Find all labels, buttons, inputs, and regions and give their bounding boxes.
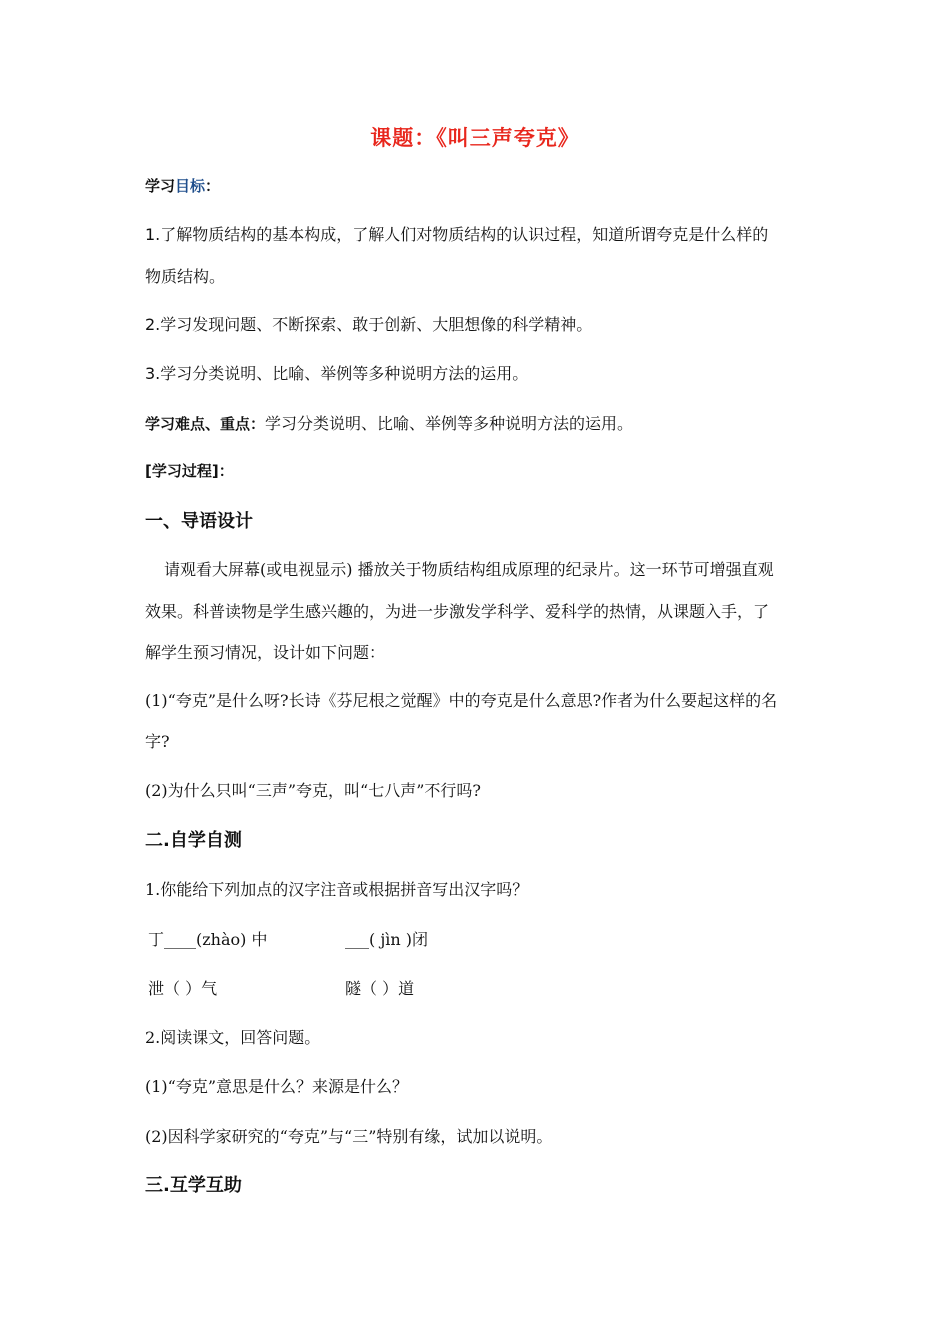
goal-item-2: [145, 312, 592, 335]
goal-item-1-number: 1.: [145, 225, 161, 244]
section1-paragraph-line2: 效果。科普读物是学生感兴趣的，为进一步激发学科学、爱科学的热情，从课题入手，了: [145, 602, 770, 621]
section2-heading: 二.自学自测: [145, 830, 242, 851]
section1-question2: (2)为什么只叫“三声”夸克，叫“七八声”不行吗?: [145, 781, 481, 800]
section2-question1: 1.你能给下列加点的汉字注音或根据拼音写出汉字吗？: [145, 880, 529, 899]
key-points-text: 学习分类说明、比喻、举例等多种说明方法的运用。: [265, 414, 634, 433]
pinyin-item-3: 泄（ ）气: [148, 979, 218, 998]
section2-question2: 2.阅读课文，回答问题。: [145, 1028, 321, 1047]
process-label: [学习过程]：: [145, 462, 234, 480]
section2-question2-2: (2)因科学家研究的“夸克”与“三”特别有缘，试加以说明。: [145, 1127, 553, 1146]
section3-heading: 三.互学互助: [145, 1175, 242, 1196]
section1-question1-line2: 字?: [145, 732, 170, 751]
page-title: 课题：《叫三声夸克》: [370, 126, 580, 150]
section1-paragraph-line1: 请观看大屏幕(或电视显示) 播放关于物质结构组成原理的纪录片。这一环节可增强直观: [164, 560, 774, 579]
goal-item-2-number: 2.: [145, 315, 161, 334]
key-points: [145, 411, 633, 434]
pinyin-item-1: 丁____(zhào) 中: [148, 930, 268, 949]
key-points-label: 学习难点、重点：: [145, 415, 266, 433]
goal-item-1-line2: 物质结构。: [145, 267, 226, 286]
section1-heading: 一、导语设计: [145, 511, 253, 532]
section1-question1-line1: (1)“夸克”是什么呀?长诗《芬尼根之觉醒》中的夸克是什么意思?作者为什么要起这样的名: [145, 691, 778, 710]
goals-label-prefix: 学习: [145, 177, 176, 195]
section1-paragraph-line3: 解学生预习情况，设计如下问题：: [145, 643, 386, 662]
goal-item-3-number: 3.: [145, 364, 161, 383]
goal-item-1-line1: [145, 222, 768, 245]
goal-item-1-text: 了解物质结构的基本构成，了解人们对物质结构的认识过程，知道所谓夸克是什么样的: [160, 225, 769, 244]
goal-item-3: [145, 361, 528, 384]
pinyin-item-4: 隧（ ）道: [345, 979, 415, 998]
goal-item-3-text: 学习分类说明、比喻、举例等多种说明方法的运用。: [160, 364, 529, 383]
section2-question2-1: (1)“夸克”意思是什么？来源是什么？: [145, 1077, 409, 1096]
pinyin-item-2: ___( jìn )闭: [345, 930, 429, 949]
goal-item-2-text: 学习发现问题、不断探索、敢于创新、大胆想像的科学精神。: [160, 315, 593, 334]
goals-label: [145, 175, 220, 196]
goals-label-colon: ：: [205, 177, 221, 195]
goals-label-highlight: 目标: [175, 177, 206, 195]
